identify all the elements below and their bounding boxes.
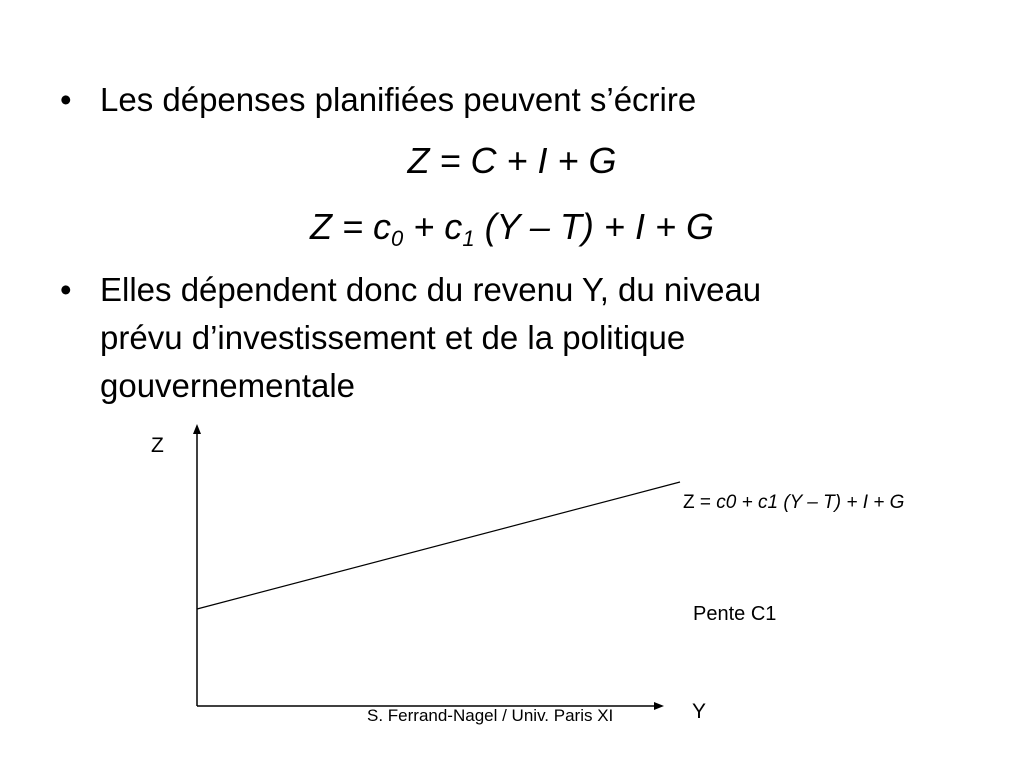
bullet-marker: • — [60, 81, 72, 118]
y-axis-label: Z — [151, 434, 164, 457]
formula-part-rhs: (Y – T) + I + G — [474, 206, 714, 247]
line-equation-italic: c0 + c1 (Y – T) + I + G — [716, 492, 905, 513]
line-equation-prefix: Z = — [683, 492, 717, 513]
formula-part-mid: + c — [403, 206, 463, 247]
formula-part-lhs: Z = c — [310, 206, 392, 247]
slope-label: Pente C1 — [693, 603, 777, 625]
bullet-text-line-1: Elles dépendent donc du revenu Y, du niveau — [100, 271, 762, 308]
x-axis-arrowhead — [654, 702, 664, 710]
line-equation-label — [683, 492, 904, 514]
bullet-text-line-2: prévu d’investissement et de la politique — [100, 319, 686, 356]
formula-subscript-0: 0 — [391, 226, 404, 251]
bullet-marker: • — [60, 271, 72, 308]
bullet-text: Les dépenses planifiées peuvent s’écrire — [100, 81, 697, 118]
x-axis-label: Y — [692, 700, 707, 723]
formula-subscript-1: 1 — [462, 226, 475, 251]
footer-credit: S. Ferrand-Nagel / Univ. Paris XI — [367, 706, 614, 725]
y-axis-arrowhead — [193, 424, 201, 434]
planned-spending-line — [197, 482, 680, 609]
formula-z-equals-c-i-g: Z = C + I + G — [407, 140, 617, 181]
bullet-text-line-3: gouvernementale — [100, 367, 356, 404]
